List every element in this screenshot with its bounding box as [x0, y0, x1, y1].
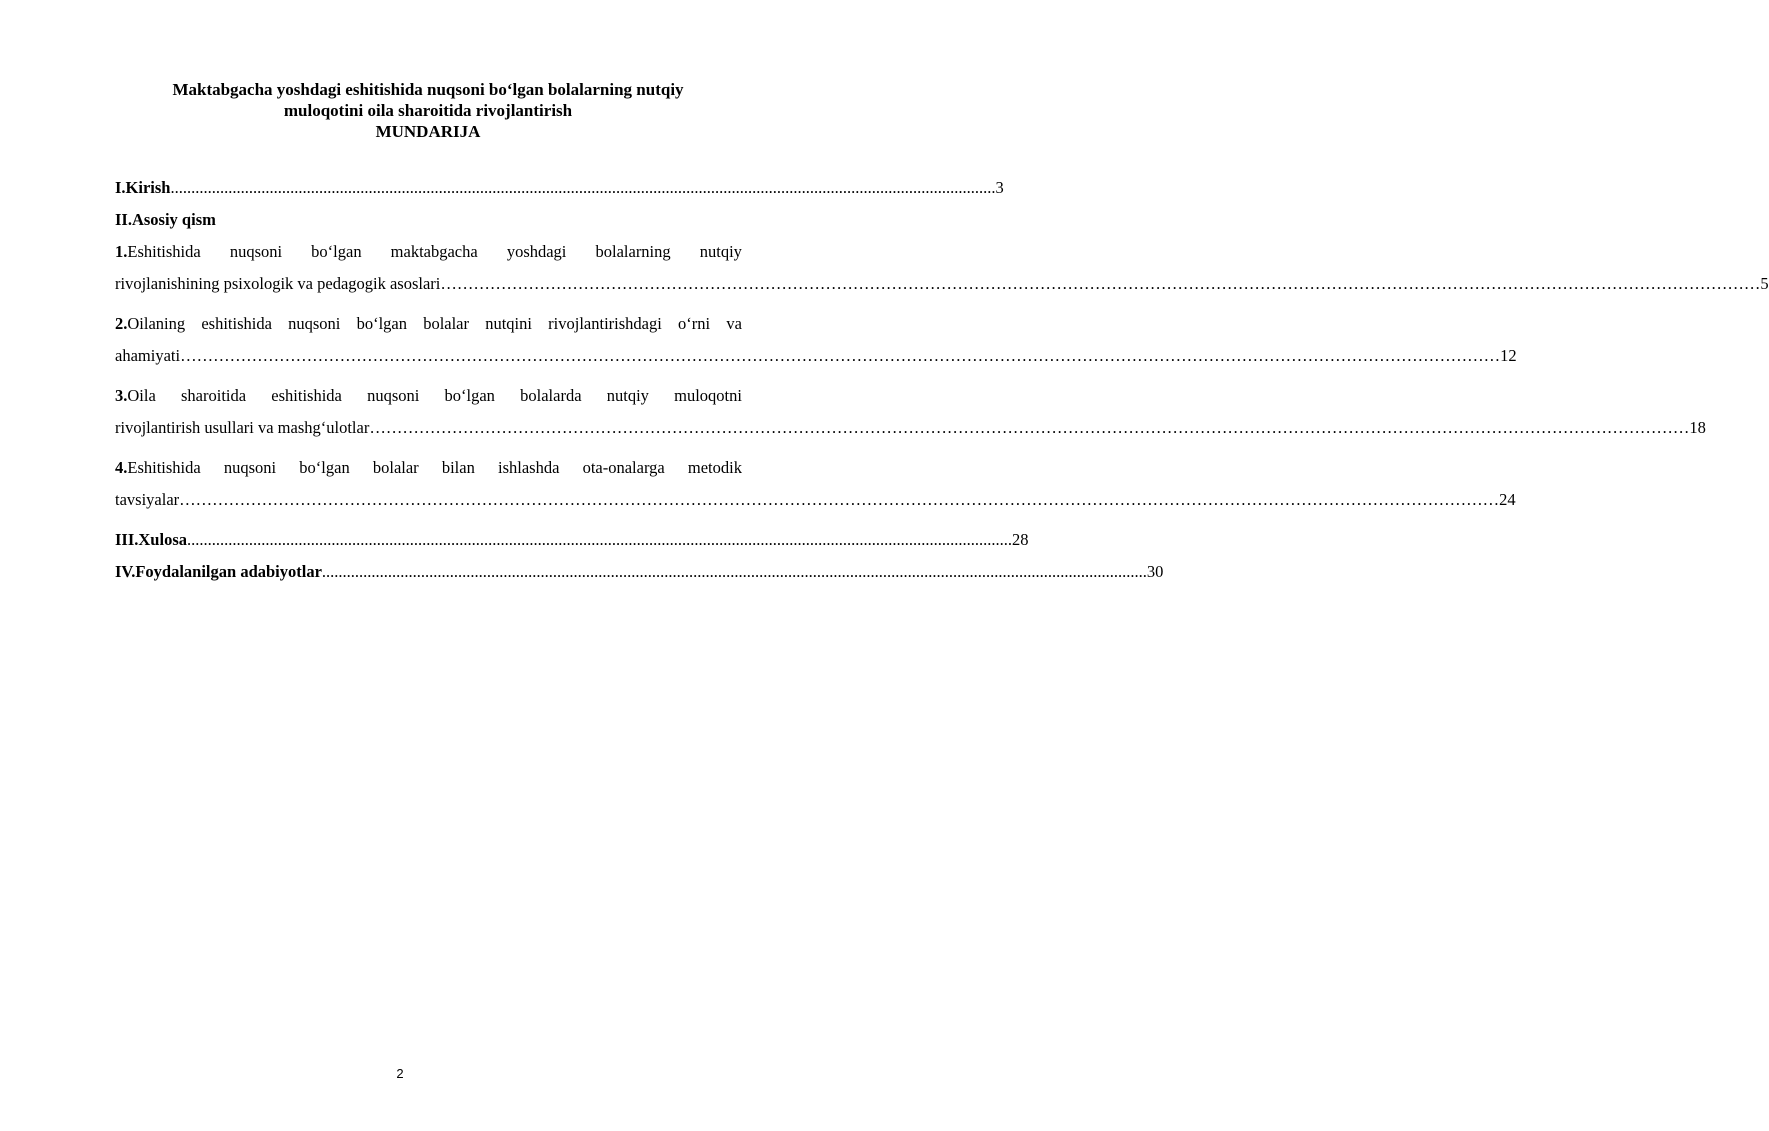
toc-entry-word: rivojlantirishdagi	[548, 314, 662, 333]
toc-page-number: 30	[1146, 562, 1164, 581]
toc-entry-word: bolalarning	[595, 242, 671, 261]
toc-entry-1[interactable]	[115, 236, 1769, 300]
toc-entry-line	[115, 452, 742, 484]
toc-entry-number: 1.	[115, 242, 128, 261]
toc-entry-word: va	[726, 314, 742, 333]
toc-page-number: 12	[1500, 346, 1517, 365]
toc-entry-text: tavsiyalar	[115, 490, 180, 509]
toc-entry-word: boʻlgan	[311, 242, 362, 261]
toc-entry-word: nuqsoni	[229, 242, 283, 261]
toc-entry-4[interactable]	[115, 452, 1516, 516]
toc-entry-text: ahamiyati	[115, 346, 181, 365]
toc-entry-word: nuqsoni	[288, 314, 341, 333]
toc-entry-word: nuqsoni	[367, 386, 420, 405]
toc-page-number: 5	[1760, 274, 1769, 293]
toc-entry-2[interactable]	[115, 308, 1517, 372]
toc-page-number: 18	[1689, 418, 1706, 437]
toc-entry-word: yoshdagi	[506, 242, 567, 261]
toc-entry-label: I.Kirish	[115, 178, 171, 197]
page-number: 2	[396, 1066, 404, 1081]
toc-entry-word: bolalarda	[520, 386, 582, 405]
toc-entry-word: sharoitida	[181, 386, 247, 405]
toc-entry-word: oʻrni	[678, 314, 711, 333]
dot-leader: ……………………………………………………………………………………………………………………………………………………………………………………………………………………	[180, 346, 1501, 365]
toc-page-number: 3	[995, 178, 1004, 197]
toc-entry-word: ishlashda	[497, 458, 560, 477]
toc-entry-label: IV.Foydalanilgan adabiyotlar	[115, 562, 322, 581]
toc-entry-word: metodik	[687, 458, 742, 477]
dot-leader: ........................................................................................................................................................................................................	[321, 562, 1147, 581]
dot-leader: ........................................................................................................................................................................................................	[187, 530, 1012, 549]
toc-entry-line	[115, 236, 742, 268]
toc-entry-kirish[interactable]	[115, 172, 1004, 204]
toc-entry-word: eshitishida	[201, 314, 272, 333]
toc-entry-line	[115, 380, 742, 412]
toc-entry-word: nutqiy	[699, 242, 742, 261]
toc-entry-line	[115, 268, 1769, 300]
toc-entry-word: ota-onalarga	[582, 458, 665, 477]
toc-entry-3[interactable]	[115, 380, 1706, 444]
toc-section-asosiy: II.Asosiy qism	[115, 210, 216, 229]
toc-entry-word: 2.Oilaning	[115, 314, 186, 333]
toc-entry-number: 2.	[115, 314, 128, 333]
title-line-1: Maktabgacha yoshdagi eshitishida nuqsoni boʻlgan bolalarning nutqiy	[172, 80, 684, 99]
toc-entry-word: maktabgacha	[390, 242, 478, 261]
toc-entry-word: nutqini	[485, 314, 532, 333]
toc-entry-xulosa[interactable]	[115, 524, 1029, 556]
toc-entry-word: bilan	[441, 458, 475, 477]
dot-leader: ……………………………………………………………………………………………………………………………………………………………………………………………………………………	[369, 418, 1690, 437]
toc-entry-word: 3.Oila	[115, 386, 156, 405]
toc-entry-label: III.Xulosa	[115, 530, 187, 549]
toc-heading: MUNDARIJA	[375, 122, 481, 141]
toc-entry-word: nutqiy	[606, 386, 649, 405]
toc-entry-line	[115, 412, 1706, 444]
toc-entry-word: muloqotni	[674, 386, 742, 405]
document-title	[100, 79, 756, 142]
toc-entry-adabiyotlar[interactable]	[115, 556, 1164, 588]
toc-entry-line	[115, 484, 1516, 516]
toc-entry-word: eshitishida	[271, 386, 342, 405]
table-of-contents	[115, 172, 1769, 588]
toc-entry-number: 3.	[115, 386, 128, 405]
toc-entry-text: rivojlantirish usullari va mashgʻulotlar	[115, 418, 370, 437]
toc-entry-line	[115, 308, 742, 340]
dot-leader: ……………………………………………………………………………………………………………………………………………………………………………………………………………………	[179, 490, 1500, 509]
toc-page-number: 24	[1499, 490, 1516, 509]
toc-entry-word: 1.Eshitishida	[115, 242, 201, 261]
toc-page-number: 28	[1012, 530, 1029, 549]
toc-entry-word: 4.Eshitishida	[115, 458, 201, 477]
toc-entry-word: boʻlgan	[356, 314, 407, 333]
toc-entry-word: boʻlgan	[299, 458, 350, 477]
dot-leader: ........................................................................................................................................................................................................	[170, 178, 996, 197]
toc-entry-word: nuqsoni	[223, 458, 277, 477]
toc-entry-line	[115, 340, 1517, 372]
toc-entry-text: rivojlanishining psixologik va pedagogik asoslari	[115, 274, 441, 293]
toc-entry-word: boʻlgan	[444, 386, 495, 405]
dot-leader: ……………………………………………………………………………………………………………………………………………………………………………………………………………………	[440, 274, 1761, 293]
toc-entry-word: bolalar	[372, 458, 419, 477]
toc-entry-number: 4.	[115, 458, 128, 477]
title-line-2: muloqotini oila sharoitida rivojlantirish	[283, 101, 573, 120]
toc-entry-word: bolalar	[423, 314, 469, 333]
